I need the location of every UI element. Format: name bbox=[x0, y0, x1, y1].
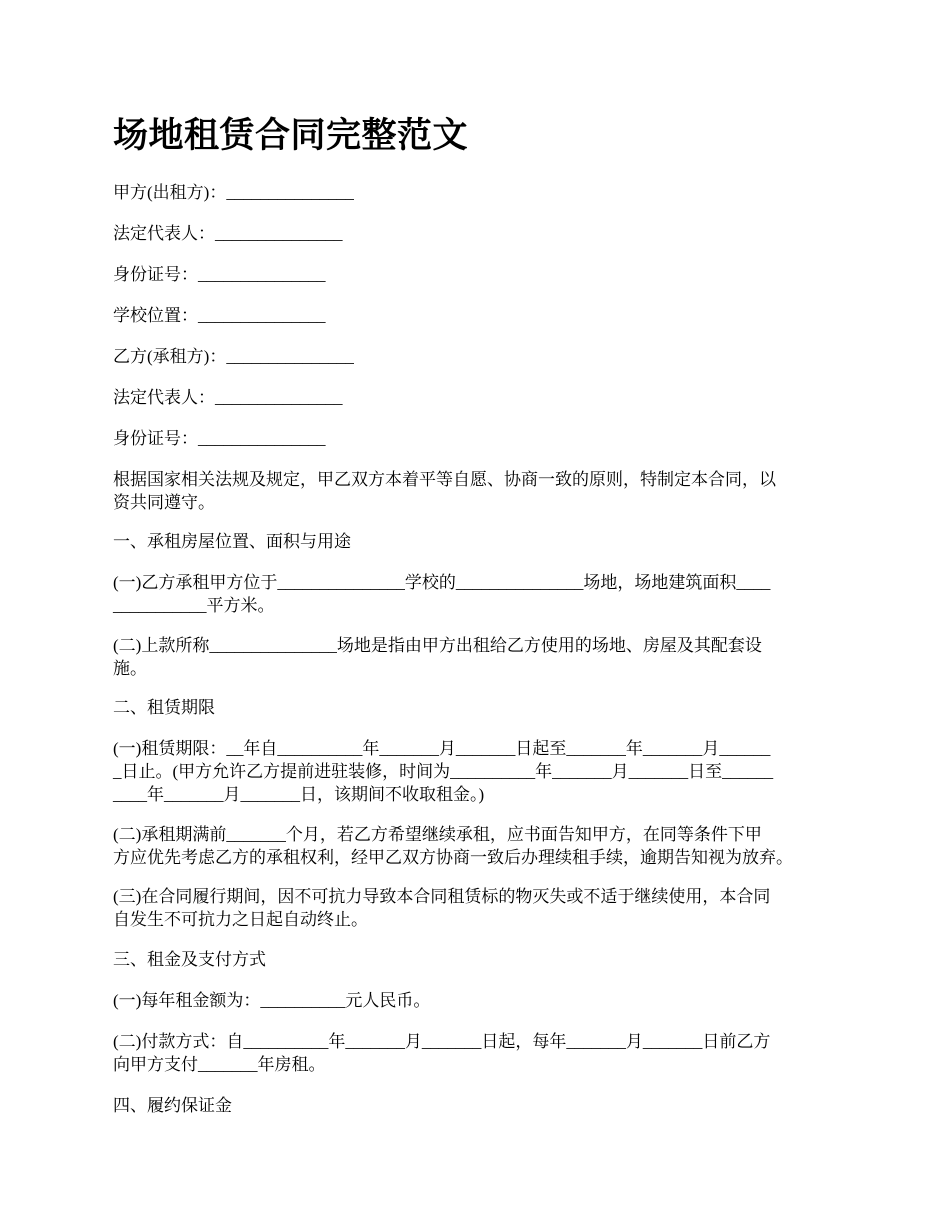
paragraph-1-1 bbox=[113, 571, 853, 617]
text-line: (二)付款方式：自__________年_______月_______日起，每年_______月_______日前乙方 bbox=[113, 1032, 771, 1051]
paragraph-2-1 bbox=[113, 737, 853, 806]
document-title: 场地租赁合同完整范文 bbox=[113, 115, 469, 156]
text-line: 向甲方支付_______年房租。 bbox=[113, 1055, 326, 1074]
text-line: 一、承租房屋位置、面积与用途 bbox=[113, 532, 351, 551]
text-line: ____年_______月_______日，该期间不收取租金。) bbox=[113, 785, 485, 804]
paragraph-1-2 bbox=[113, 634, 853, 680]
paragraph-2-2 bbox=[113, 823, 853, 869]
paragraph-lessee bbox=[113, 345, 853, 368]
section-heading-3 bbox=[113, 948, 853, 971]
section-heading-1 bbox=[113, 530, 853, 553]
text-line: _日止。(甲方允许乙方提前进驻装修，时间为__________年_______月_______日至______ bbox=[113, 762, 774, 781]
text-line: 法定代表人：_______________ bbox=[113, 224, 343, 243]
section-heading-4 bbox=[113, 1094, 853, 1117]
paragraph-3-1 bbox=[113, 989, 853, 1012]
paragraph-lessee-id bbox=[113, 427, 853, 450]
text-line: 根据国家相关法规及规定，甲乙双方本着平等自愿、协商一致的原则，特制定本合同，以 bbox=[113, 470, 776, 489]
text-line: 身份证号：_______________ bbox=[113, 265, 326, 284]
text-line: 甲方(出租方)：_______________ bbox=[113, 183, 354, 202]
text-line: (二)上款所称_______________场地是指由甲方出租给乙方使用的场地、房屋及其配套设 bbox=[113, 636, 762, 655]
text-line: (一)每年租金额为：__________元人民币。 bbox=[113, 991, 431, 1010]
text-line: 四、履约保证金 bbox=[113, 1096, 232, 1115]
text-line: 法定代表人：_______________ bbox=[113, 388, 343, 407]
text-line: 方应优先考虑乙方的承租权利，经甲乙双方协商一致后办理续租手续，逾期告知视为放弃。 bbox=[113, 848, 793, 867]
text-line: 乙方(承租方)：_______________ bbox=[113, 347, 354, 366]
paragraph-3-2 bbox=[113, 1030, 853, 1076]
text-line: 身份证号：_______________ bbox=[113, 429, 326, 448]
text-line: 自发生不可抗力之日起自动终止。 bbox=[113, 910, 368, 929]
text-line: (三)在合同履行期间，因不可抗力导致本合同租赁标的物灭失或不适于继续使用，本合同 bbox=[113, 887, 771, 906]
paragraph-lessor bbox=[113, 181, 853, 204]
text-line: 资共同遵守。 bbox=[113, 493, 215, 512]
text-line: 学校位置：_______________ bbox=[113, 306, 326, 325]
text-line: 施。 bbox=[113, 659, 147, 678]
section-heading-2 bbox=[113, 696, 853, 719]
paragraph-lessor-representative bbox=[113, 222, 853, 245]
paragraph-lessor-id bbox=[113, 263, 853, 286]
text-line: ___________平方米。 bbox=[113, 596, 275, 615]
text-line: (一)租赁期限：__年自__________年_______月_______日起至_______年_______月______ bbox=[113, 739, 771, 758]
text-line: (二)承租期满前_______个月，若乙方希望继续承租，应书面告知甲方，在同等条件下甲 bbox=[113, 825, 762, 844]
paragraph-2-3 bbox=[113, 885, 853, 931]
text-line: (一)乙方承租甲方位于_______________学校的_______________场地，场地建筑面积____ bbox=[113, 573, 771, 592]
paragraph-preamble bbox=[113, 468, 853, 514]
text-line: 二、租赁期限 bbox=[113, 698, 215, 717]
paragraph-school-location bbox=[113, 304, 853, 327]
text-line: 三、租金及支付方式 bbox=[113, 950, 266, 969]
paragraph-lessee-representative bbox=[113, 386, 853, 409]
